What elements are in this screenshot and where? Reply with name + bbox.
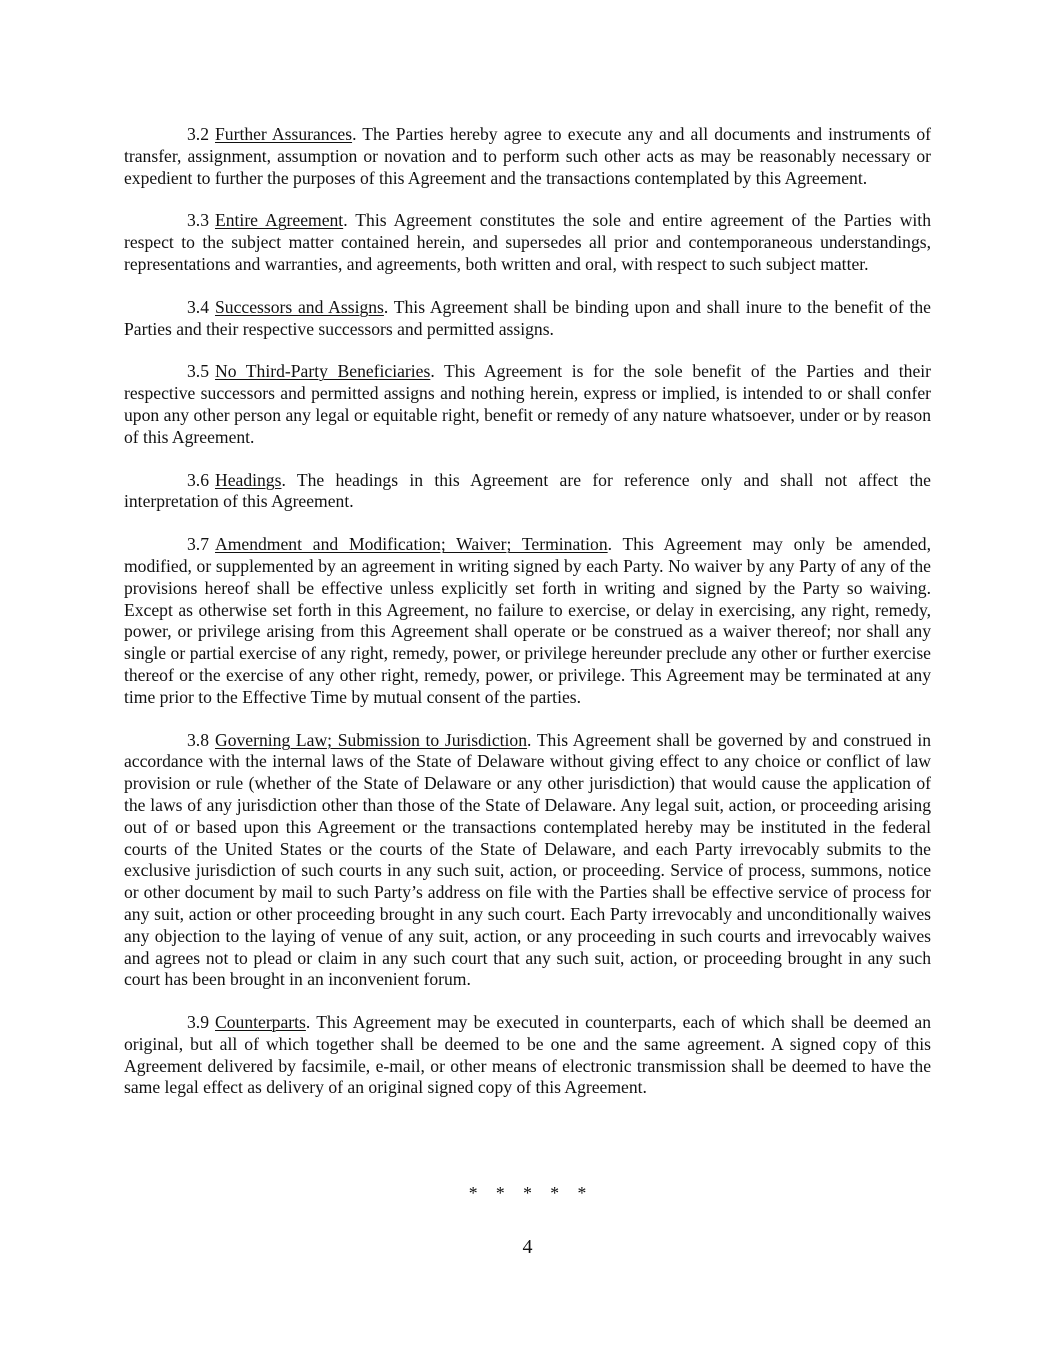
section-3-2 <box>124 124 931 189</box>
section-number: 3.8 <box>187 729 209 750</box>
section-number: 3.9 <box>187 1012 209 1033</box>
section-text: . This Agreement constitutes the sole and entire agreement of the Parties with respect to the subject matter contained herein, and supersedes all prior and contemporaneous understandings, representations and warranties, and agreements, both written and oral, with respect to such subject matter. <box>124 210 931 274</box>
section-3-7 <box>124 534 931 708</box>
section-heading: Counterparts <box>215 1012 306 1033</box>
section-number: 3.2 <box>187 124 209 144</box>
section-heading: Headings <box>215 469 282 490</box>
section-number: 3.5 <box>187 361 209 382</box>
section-text: . This Agreement shall be binding upon and shall inure to the benefit of the Parties and their respective successors and permitted assigns. <box>124 296 931 339</box>
section-heading: Further Assurances <box>215 124 353 144</box>
section-number: 3.3 <box>187 210 209 231</box>
section-heading: Entire Agreement <box>215 210 344 231</box>
section-3-3 <box>124 210 931 275</box>
section-3-5 <box>124 361 931 448</box>
section-heading: No Third-Party Beneficiaries <box>215 361 431 382</box>
section-text: . This Agreement may be executed in counterparts, each of which shall be deemed an original, but all of which together shall be deemed to be one and the same agreement. A signed copy of this Agreement delivered by facsimile, e-mail, or other means of electronic transmission shall be deemed to have the same legal effect as delivery of an original signed copy of this Agreement. <box>124 1012 931 1098</box>
section-text: . This Agreement shall be governed by and construed in accordance with the internal laws of the State of Delaware without giving effect to any choice or conflict of law provision or rule (whether of the State of Delaware or any other jurisdiction) that would cause the application of the laws of any jurisdiction other than those of the State of Delaware. Any legal suit, action, or proceeding arising out of or based upon this Agreement or the transactions contemplated hereby may be instituted in the federal courts of the United States or the courts of the State of Delaware, and each Party irrevocably submits to the exclusive jurisdiction of such courts in any such suit, action, or proceeding. Service of process, summons, notice or other document by mail to such Party’s address on file with the Parties shall be effective service of process for any suit, action or other proceeding brought in any such court. Each Party irrevocably and unconditionally waives any objection to the laying of venue of any suit, action, or any proceeding in such courts and irrevocably waives and agrees not to plead or claim in any such court that any such suit, action, or proceeding brought in any such court has been brought in an inconvenient forum. <box>124 729 932 990</box>
section-text: . This Agreement may only be amended, modified, or supplemented by an agreement in writing signed by each Party. No waiver by any Party of any of the provisions hereof shall be effective unless explicitly set forth in writing and signed by the Party so waiving. Except as otherwise set forth in this Agreement, no failure to exercise, or delay in exercising, any right, remedy, power, or privilege arising from this Agreement shall operate or be construed as a waiver thereof; nor shall any single or partial exercise of any right, remedy, power, or privilege hereunder preclude any other or further exercise thereof or the exercise of any other right, remedy, power, or privilege. This Agreement may be terminated at any time prior to the Effective Time by mutual consent of the parties. <box>124 534 932 707</box>
section-3-4 <box>124 297 931 341</box>
section-3-6 <box>124 470 931 514</box>
page-number: 4 <box>522 1236 533 1258</box>
section-heading: Amendment and Modification; Waiver; Termination <box>215 534 608 555</box>
section-heading: Governing Law; Submission to Jurisdiction <box>215 729 528 750</box>
section-text: . The headings in this Agreement are for reference only and shall not affect the interpretation of this Agreement. <box>124 469 931 512</box>
section-number: 3.7 <box>187 534 209 555</box>
section-heading: Successors and Assigns <box>215 296 384 317</box>
section-number: 3.6 <box>187 469 209 490</box>
end-of-text-marker: * * * * * <box>468 1183 587 1203</box>
document-body <box>124 124 931 1120</box>
section-3-8 <box>124 730 931 992</box>
section-text: . This Agreement is for the sole benefit of the Parties and their respective successors and permitted assigns and nothing herein, express or implied, is intended to or shall confer upon any other person any legal or equitable right, benefit or remedy of any nature whatsoever, under or by reason of this Agreement. <box>124 361 931 447</box>
section-3-9 <box>124 1012 931 1099</box>
section-number: 3.4 <box>187 296 209 317</box>
section-text: . The Parties hereby agree to execute any and all documents and instruments of transfer, assignment, assumption or novation and to perform such other acts as may be reasonably necessary or expedient to further the purposes of this Agreement and the transactions contemplated by this Agreement. <box>124 124 931 188</box>
